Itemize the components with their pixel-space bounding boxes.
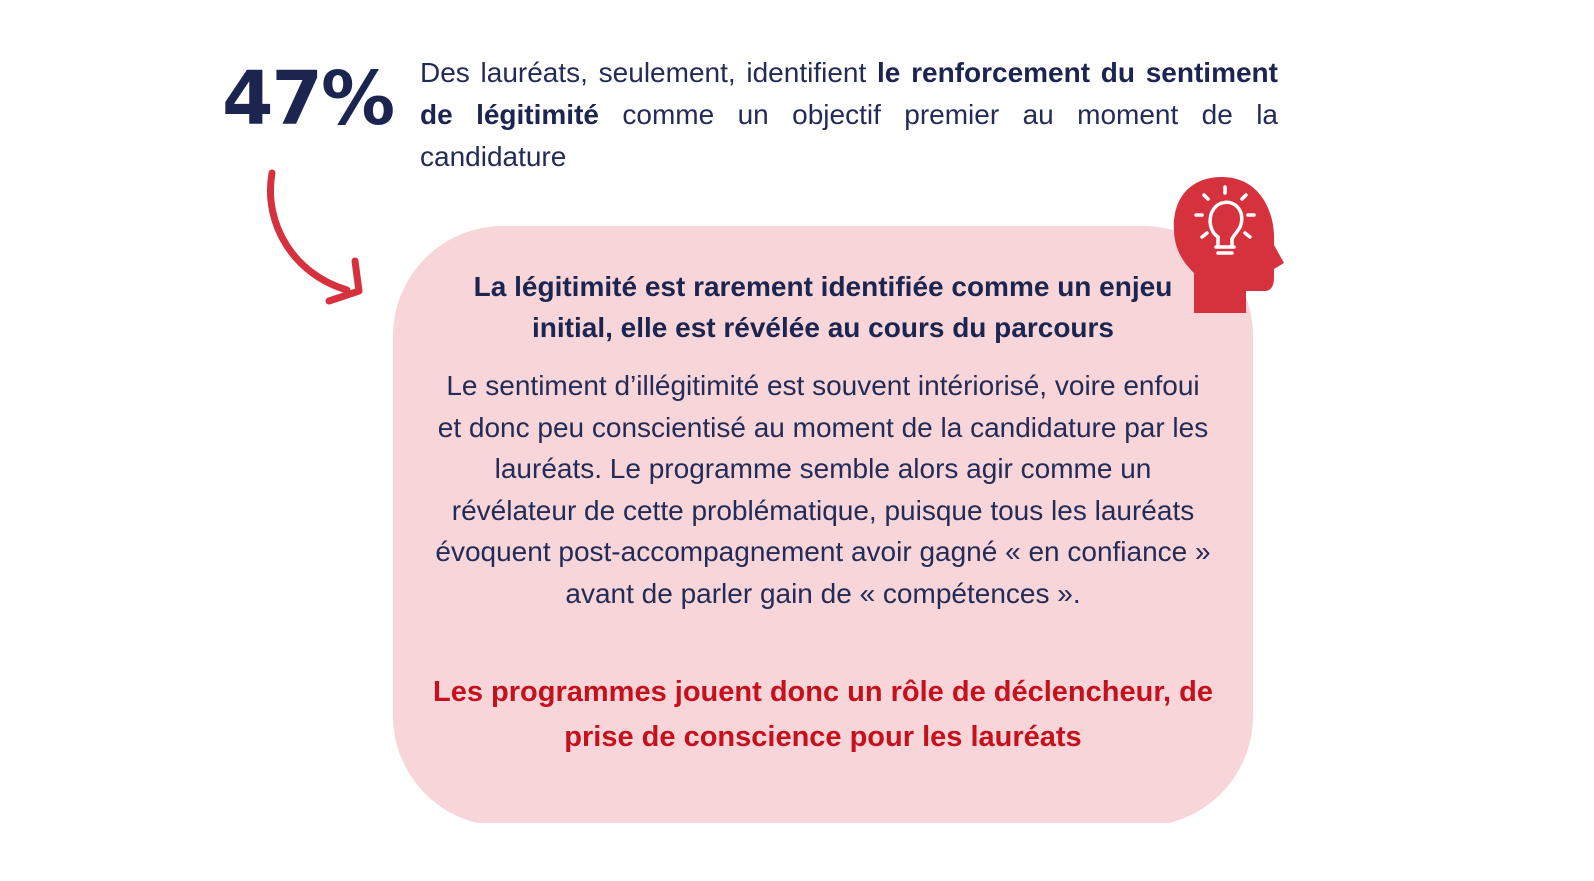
intro-highlight: le renforcement du sentiment de légitimité (420, 57, 1278, 130)
head-lightbulb-icon (1170, 173, 1294, 315)
intro-text (420, 52, 1278, 178)
stat-percentage: 47% (222, 56, 394, 142)
intro-part2: comme un objectif premier au moment de la candidature (420, 99, 1278, 172)
curved-arrow-icon (255, 165, 385, 315)
bottom-margin (0, 823, 1594, 881)
card-title: La légitimité est rarement identifiée comme un enjeu initial, elle est révélée au cours du parcours (473, 271, 1173, 343)
card-body: Le sentiment d’illégitimité est souvent intériorisé, voire enfoui et donc peu conscientisé au moment de la candidature par les lauréats. Le programme semble alors agir comme un révélateur de cette problématique, puisque tous les lauréats évoquent post-accompagnement avoir gagné « en confiance » avant de parler gain de « compétences ». (435, 370, 1211, 609)
card-conclusion: Les programmes jouent donc un rôle de déclencheur, de prise de conscience pour les lauréats (433, 676, 1213, 753)
info-card (393, 226, 1253, 826)
intro-part1: Des lauréats, seulement, identifient (420, 57, 877, 88)
